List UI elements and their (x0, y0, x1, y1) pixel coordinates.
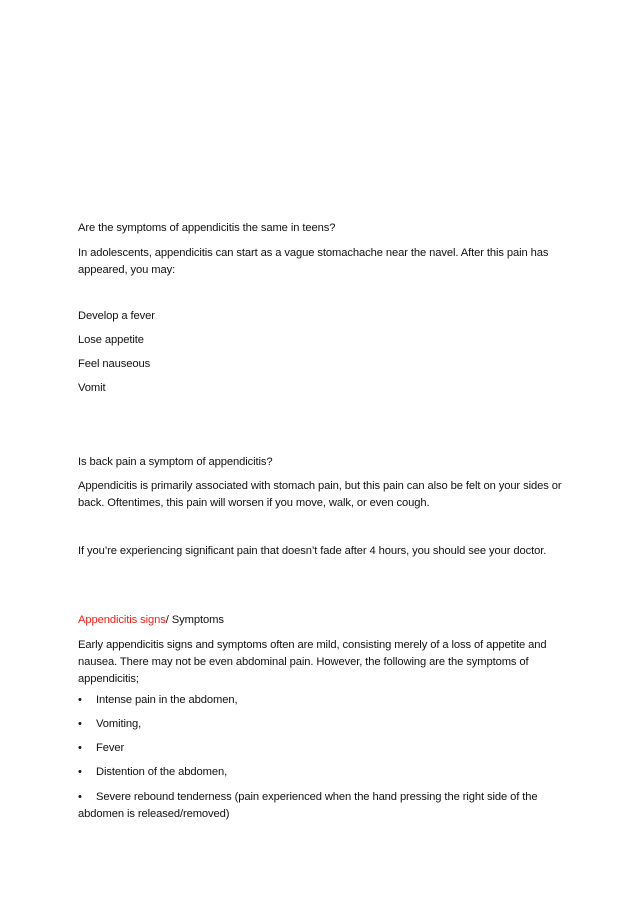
bullet-icon: • (78, 694, 82, 706)
bullet-icon: • (78, 742, 82, 754)
list-item: Vomit (78, 382, 106, 394)
bullet-item (78, 789, 564, 823)
question-teens: Are the symptoms of appendicitis the same in teens? (78, 222, 336, 234)
bullet-text: Vomiting, (96, 718, 142, 730)
paragraph-teens-intro: In adolescents, appendicitis can start as a vague stomachache near the navel. After this pain has appeared, you may: (78, 247, 549, 276)
bullet-text: Intense pain in the abdomen, (96, 694, 238, 706)
paragraph-back-pain-answer: Appendicitis is primarily associated with stomach pain, but this pain can also be felt on your sides or back. Oftentimes, this pain will worsen if you move, walk, or even cough. (78, 480, 562, 509)
bullet-text: Fever (96, 742, 125, 754)
heading-rest: / Symptoms (165, 614, 224, 626)
section-heading (78, 613, 224, 628)
question-back-pain: Is back pain a symptom of appendicitis? (78, 456, 273, 468)
bullet-item (78, 693, 238, 708)
appendicitis-signs-link[interactable]: Appendicitis signs (78, 614, 166, 626)
paragraph-signs-intro: Early appendicitis signs and symptoms often are mild, consisting merely of a loss of appetite and nausea. There may not be even abdominal pain. However, the following are the symptoms of appendicitis; (78, 639, 547, 685)
bullet-text: Distention of the abdomen, (96, 766, 228, 778)
paragraph-advice: If you’re experiencing significant pain that doesn’t fade after 4 hours, you should see your doctor. (78, 545, 547, 557)
bullet-item (78, 717, 141, 732)
list-item: Feel nauseous (78, 358, 151, 370)
bullet-text: Severe rebound tenderness (pain experienced when the hand pressing the right side of the abdomen is released/removed) (78, 791, 538, 820)
list-item: Develop a fever (78, 310, 155, 322)
list-item: Lose appetite (78, 334, 144, 346)
bullet-icon: • (78, 766, 82, 778)
bullet-icon: • (78, 718, 82, 730)
bullet-item (78, 765, 227, 780)
bullet-icon: • (78, 791, 82, 803)
bullet-item (78, 741, 124, 756)
